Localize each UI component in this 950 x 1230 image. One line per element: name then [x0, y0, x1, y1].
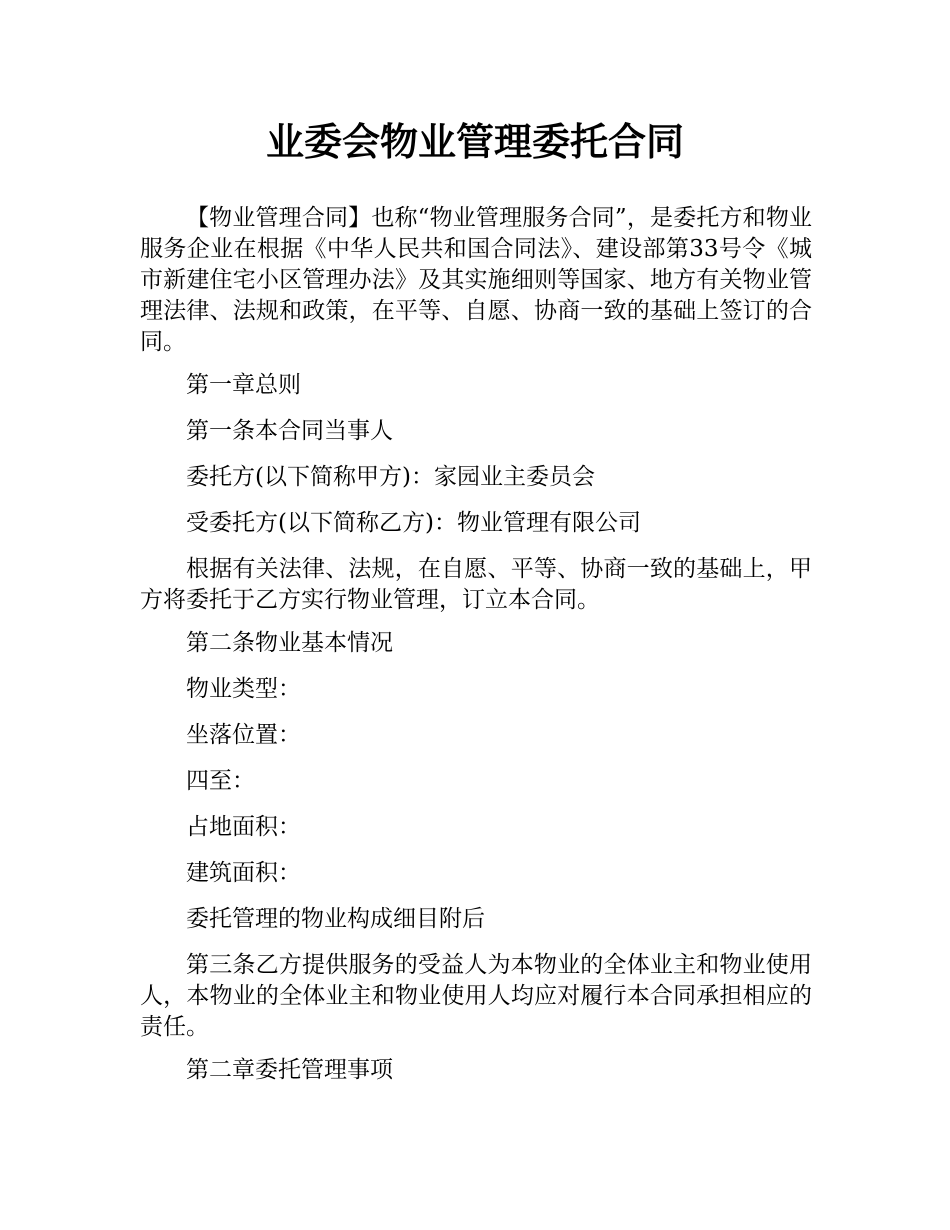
party-b-line: 受委托方(以下简称乙方)：物业管理有限公司 [186, 510, 641, 536]
intro-paragraph: 【物业管理合同】也称“物业管理服务合同”，是委托方和物业服务企业在根据《中华人民共和国合同法》、建设部第33号令《城市新建住宅小区管理办法》及其实施细则等国家、地方有关物业管理法律、法规和政策，在平等、自愿、协商一致的基础上签订的合同。 [140, 205, 812, 355]
agreement-paragraph: 根据有关法律、法规，在自愿、平等、协商一致的基础上，甲方将委托于乙方实行物业管理，订立本合同。 [140, 556, 812, 613]
property-type-field: 物业类型： [186, 676, 301, 702]
beneficiary-paragraph: 第三条乙方提供服务的受益人为本物业的全体业主和物业使用人，本物业的全体业主和物业使用人均应对履行本合同承担相应的责任。 [140, 952, 812, 1040]
property-details-note: 委托管理的物业构成细目附后 [186, 906, 485, 932]
land-area-field: 占地面积： [186, 814, 301, 840]
article-heading: 第一条本合同当事人 [186, 418, 393, 444]
article-heading: 第二条物业基本情况 [186, 630, 393, 656]
chapter-heading: 第一章总则 [186, 372, 301, 398]
location-field: 坐落位置： [186, 722, 301, 748]
party-a-line: 委托方(以下简称甲方)：家园业主委员会 [186, 464, 595, 490]
building-area-field: 建筑面积： [186, 860, 301, 886]
document-title: 业委会物业管理委托合同 [265, 120, 684, 164]
boundaries-field: 四至： [186, 768, 255, 794]
chapter-heading: 第二章委托管理事项 [186, 1057, 393, 1083]
document-body [140, 203, 812, 1101]
